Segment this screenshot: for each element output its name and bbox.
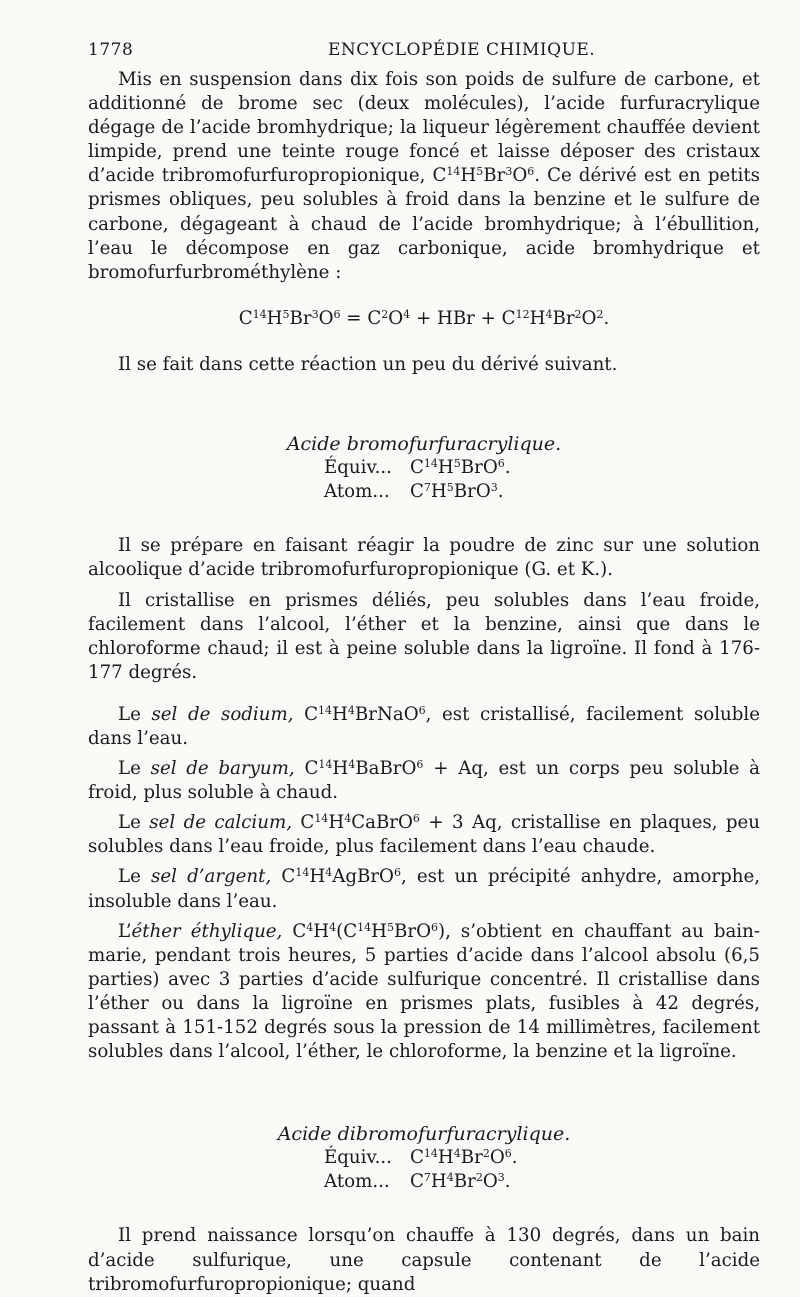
paragraph-preparation: Il se prépare en faisant réagir la poudre de zinc sur une solution alcoolique d’acide tribromofurfuropropionique (G. et K.).: [88, 535, 760, 581]
page-body: [88, 68, 760, 1297]
running-title: ENCYCLOPÉDIE CHIMIQUE.: [328, 40, 596, 60]
section-title-bromofurfuracrylique: Acide bromofurfuracrylique.: [286, 433, 562, 456]
paragraph-formation: Il prend naissance lorsqu’on chauffe à 130 degrés, dans un bain d’acide sulfurique, une capsule contenant de l’acide tribromofurfuropropionique; quand: [88, 1225, 760, 1295]
atom-line-1: Atom... $C^7H^5BrO^3$.: [324, 481, 504, 503]
section-title-dibromofurfuracrylique: Acide dibromofurfuracrylique.: [277, 1123, 571, 1146]
paragraph-crystallisation: Il cristallise en prismes déliés, peu solubles dans l’eau froide, facilement dans l’alcool, l’éther et la benzine, ainsi que dans le chloroforme chaud; il est à peine soluble dans la ligroïne. Il fond à 176-177 degrés.: [88, 589, 760, 683]
paragraph-baryum-salt: Le sel de baryum, $C^{14}H^4BaBrO^6 + Aq$, est un corps peu soluble à froid, plus soluble à chaud.: [88, 758, 761, 804]
paragraph-argent-salt: Le sel d’argent, $C^{14}H^4AgBrO^6$, est un précipité anhydre, amorphe, insoluble dans l’eau.: [88, 866, 761, 912]
paragraph-calcium-salt: Le sel de calcium, $C^{14}H^4CaBrO^6 + 3$ Aq, cristallise en plaques, peu solubles dans l’eau froide, plus facilement dans l’eau chaude.: [88, 812, 760, 858]
reaction-equation: $C^{14}H^5Br^3O^6 = C^2O^4$ + HBr + $C^{12}H^4Br^2O^2$.: [238, 307, 610, 329]
atom-line-2: Atom... $C^7H^4Br^2O^3$.: [324, 1171, 511, 1193]
page-number: 1778: [88, 40, 134, 60]
paragraph-sodium-salt: Le sel de sodium, $C^{14}H^4BrNaO^6$, est cristallisé, facilement soluble dans l’eau.: [88, 703, 760, 749]
equiv-line-1: Équiv... $C^{14}H^5BrO^6$.: [324, 457, 511, 479]
paragraph-ethyl-ether: L’éther éthylique, $C^4H^4(C^{14}H^5BrO^6)$, s’obtient en chauffant au bain-marie, pendant trois heures, 5 parties d’acide dans l’alcool absolu (6,5 parties) avec 3 parties d’acide sulfurique concentré. Il cristallise dans l’éther ou dans la ligroïne en prismes plats, fusibles à 42 degrés, passant à 151-152 degrés sous la pression de 14 millimètres, facilement solubles dans l’alcool, l’éther, le chloroforme, la benzine et la ligroïne.: [88, 920, 760, 1063]
equiv-line-2: Équiv... $C^{14}H^4Br^2O^6$.: [324, 1147, 518, 1169]
paragraph-derivative-note: Il se fait dans cette réaction un peu du dérivé suivant.: [118, 353, 618, 375]
paragraph-bromination: Mis en suspension dans dix fois son poids de sulfure de carbone, et additionné de brome sec (deux molécules), l’acide furfuracrylique dégage de l’acide bromhydrique; la liqueur légèrement chauffée devient limpide, prend une teinte rouge foncé et laisse déposer des cristaux d’acide tribromofurfuropropionique, $C^{14}H^5Br^3O^6$. Ce dérivé est en petits prismes obliques, peu solubles à froid dans la benzine et le sulfure de carbone, dégageant à chaud de l’acide bromhydrique; à l’ébullition, l’eau le décompose en gaz carbonique, acide bromhydrique et bromofurfurbrométhylène :: [88, 69, 760, 283]
formula-block-2: [324, 1146, 524, 1194]
formula-block-1: [324, 456, 524, 504]
